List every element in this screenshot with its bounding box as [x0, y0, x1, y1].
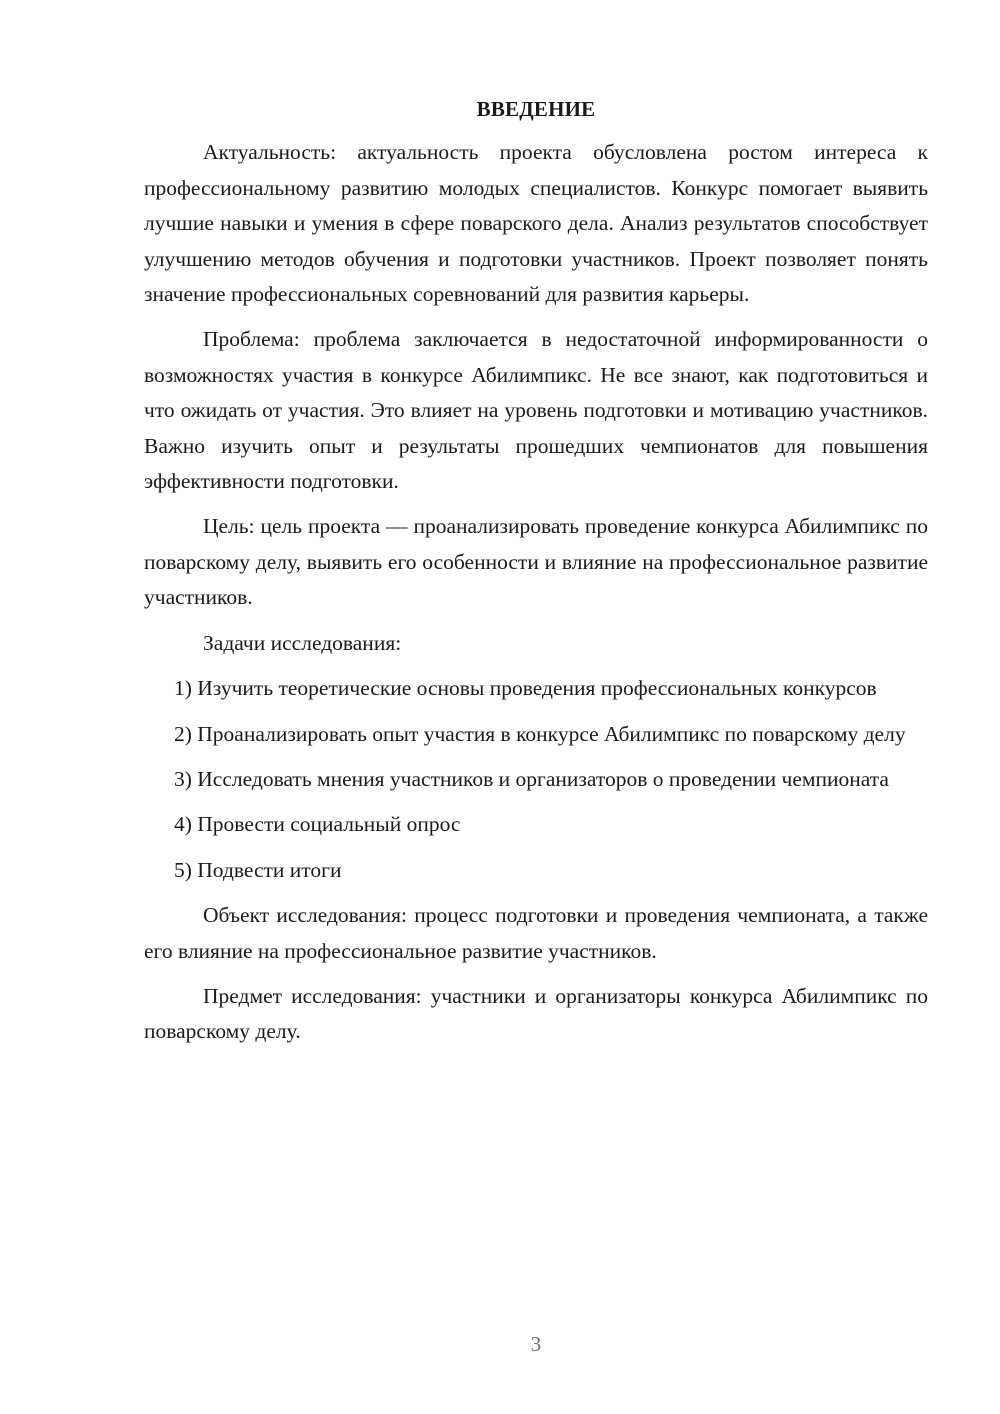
object-paragraph: Объект исследования: процесс подготовки и проведения чемпионата, а также его влияние на профессиональное развитие участников.: [144, 903, 928, 963]
section-heading: ВВЕДЕНИЕ: [476, 97, 596, 121]
task-item-2: 2) Проанализировать опыт участия в конкурсе Абилимпикс по поварскому делу: [174, 721, 906, 746]
task-item-5: 5) Подвести итоги: [174, 857, 342, 882]
document-page: [144, 92, 928, 1060]
problem-paragraph: Проблема: проблема заключается в недостаточной информированности о возможностях участия в конкурсе Абилимпикс. Не все знают, как подготовиться и что ожидать от участия. Это влияет на уровень подготовки и мотивацию участников. Важно изучить опыт и результаты прошедших чемпионатов для повышения эффективности подготовки.: [144, 327, 928, 494]
page-number: 3: [530, 1332, 542, 1356]
subject-paragraph: Предмет исследования: участники и организаторы конкурса Абилимпикс по поварскому делу.: [144, 983, 928, 1044]
task-item-3: 3) Исследовать мнения участников и организаторов о проведении чемпионата: [174, 766, 889, 791]
task-item-4: 4) Провести социальный опрос: [174, 812, 461, 837]
relevance-paragraph: Актуальность: актуальность проекта обусловлена ростом интереса к профессиональному развитию молодых специалистов. Конкурс помогает выявить лучшие навыки и умения в сфере поварского дела. Анализ результатов способствует улучшению методов обучения и подготовки участников. Проект позволяет понять значение профессиональных соревнований для развития карьеры.: [144, 140, 928, 307]
goal-paragraph: Цель: цель проекта — проанализировать проведение конкурса Абилимпикс по поварскому делу, выявить его особенности и влияние на профессиональное развитие участников.: [144, 514, 928, 610]
tasks-title: Задачи исследования:: [203, 630, 402, 655]
task-item-1: 1) Изучить теоретические основы проведения профессиональных конкурсов: [174, 676, 877, 701]
